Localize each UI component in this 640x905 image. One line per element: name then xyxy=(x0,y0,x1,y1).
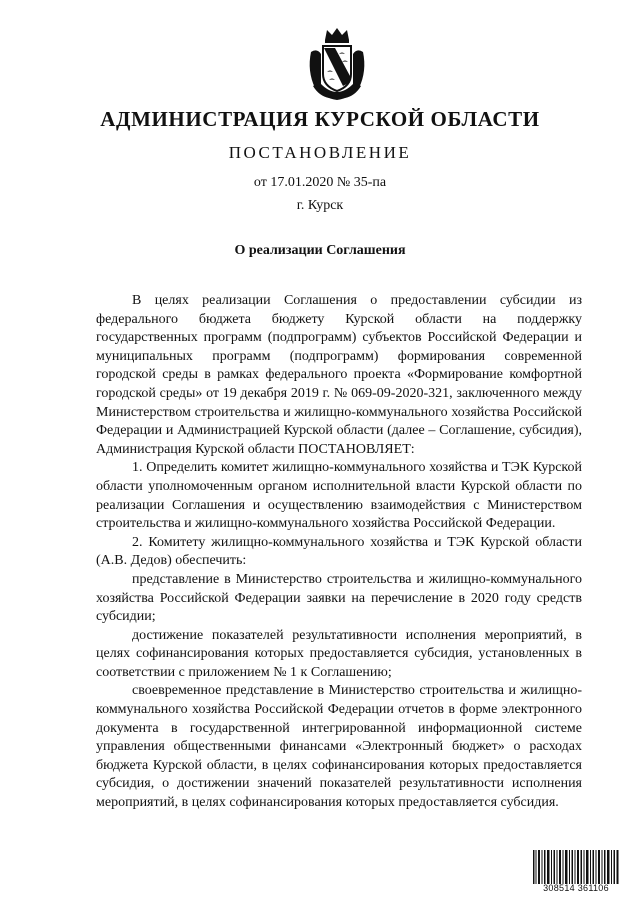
document-date-number: от 17.01.2020 № 35-па xyxy=(253,175,387,190)
paragraph-subitem-reports: своевременное представление в Министерство строительства и жилищно-коммунального хозяйства Российской Федерации отчетов в форме электронного документа в государственной интегрированной информационной системе управления общественными финансами «Электронный бюджет» о расходах бюджета Курской области, в целях софинансирования которых предоставляется субсидия, о достижении значений показателей результативности исполнения мероприятий, в целях софинансирования которых предоставляется субсидия. xyxy=(96,683,582,811)
paragraph-subitem-indicators: достижение показателей результативности исполнения мероприятий, в целях софинансирования которых предоставляется субсидия, установленных в соответствии с приложением № 1 к Соглашению; xyxy=(96,627,582,680)
document-subject: О реализации Соглашения xyxy=(234,243,406,258)
barcode-number: 308514 361106 xyxy=(543,883,609,893)
document-city: г. Курск xyxy=(296,198,344,213)
paragraph-item-1: 1. Определить комитет жилищно-коммунального хозяйства и ТЭК Курской области уполномоченным органом исполнительной власти Курской области по реализации Соглашения и осуществлению взаимодействия с Министерством строительства и жилищно-коммунального хозяйства Российской Федерации. xyxy=(96,460,582,532)
organization-name: АДМИНИСТРАЦИЯ КУРСКОЙ ОБЛАСТИ xyxy=(100,107,540,131)
coat-of-arms-icon xyxy=(305,26,369,102)
document-type: ПОСТАНОВЛЕНИЕ xyxy=(228,143,412,162)
barcode-bars-icon xyxy=(532,850,620,884)
paragraph-preamble: В целях реализации Соглашения о предоставлении субсидии из федерального бюджета бюджету Курской области на поддержку государственных программ (подпрограмм) субъектов Российской Федерации и муниципальных программ (подпрограмм) формирования современной городской среды в рамках федерального проекта «Формирование комфортной городской среды» от 19 декабря 2019 г. № 069-09-2020-321, заключенного между Министерством строительства и жилищно-коммунального хозяйства Российской Федерации и Администрацией Курской области (далее – Соглашение, субсидия), Администрация Курской области ПОСТАНОВЛЯЕТ: xyxy=(96,293,582,457)
document-body xyxy=(96,292,582,813)
barcode xyxy=(532,850,620,894)
paragraph-subitem-request: представление в Министерство строительства и жилищно-коммунального хозяйства Российской Федерации заявки на перечисление в 2020 году средств субсидии; xyxy=(96,571,582,625)
paragraph-item-2: 2. Комитету жилищно-коммунального хозяйства и ТЭК Курской области (А.В. Дедов) обеспечить: xyxy=(96,534,582,569)
